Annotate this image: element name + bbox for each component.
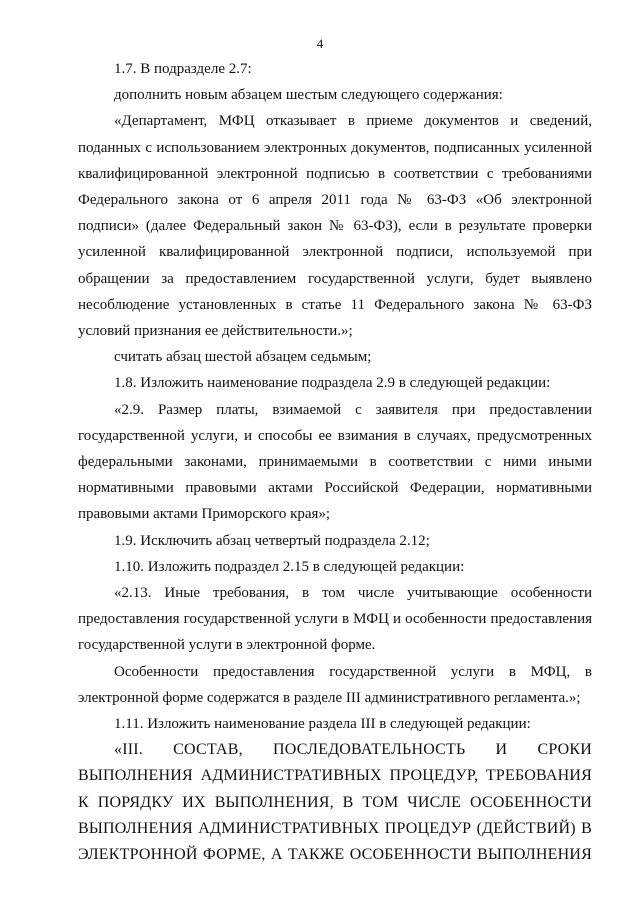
paragraph-2-13-quote: «2.13. Иные требования, в том числе учитывающие особенности предоставления государственной услуги в МФЦ и особенности предоставления государственной услуги в электронной форме. — [78, 585, 592, 654]
paragraph-department-quote: «Департамент, МФЦ отказывает в приеме документов и сведений, поданных с использованием электронных документов, подписанных усиленной квалифицированной электронной подписью в соответствии с требованиями Федерального закона от 6 апреля 2011 года № 63-ФЗ «Об электронной подписи» (далее Федеральный закон № 63-ФЗ), если в результате проверки усиленной квалифицированной электронной подписи, используемой при обращении за предоставлением государственной услуги, будет выявлено несоблюдение установленных в статье 11 Федерального закона № 63-ФЗ условий признания ее действительности.»; — [78, 113, 592, 340]
paragraph-1-8: 1.8. Изложить наименование подраздела 2.9 в следующей редакции: — [114, 375, 551, 392]
paragraph-1-11: 1.11. Изложить наименование раздела III в следующей редакции: — [114, 716, 531, 733]
paragraph-sixth-to-seventh: считать абзац шестой абзацем седьмым; — [114, 349, 372, 366]
page-number: 4 — [316, 36, 324, 51]
paragraph-1-7: 1.7. В подразделе 2.7: — [114, 61, 252, 77]
paragraph-1-10: 1.10. Изложить подраздел 2.15 в следующей редакции: — [114, 558, 465, 575]
paragraph-add-sixth: дополнить новым абзацем шестым следующего содержания: — [114, 87, 503, 104]
document-body — [78, 56, 592, 868]
paragraph-2-9-quote: «2.9. Размер платы, взимаемой с заявителя при предоставлении государственной услуги, и способы ее взимания в случаях, предусмотренных федеральными законами, принимаемыми в соответствии с ними иными нормативными правовыми актами Российской Федерации, нормативными правовыми актами Приморского края»; — [78, 401, 592, 523]
paragraph-section-iii-title: «III. СОСТАВ, ПОСЛЕДОВАТЕЛЬНОСТЬ И СРОКИ ВЫПОЛНЕНИЯ АДМИНИСТРАТИВНЫХ ПРОЦЕДУР, ТРЕБОВАНИЯ К ПОРЯДКУ ИХ ВЫПОЛНЕНИЯ, В ТОМ ЧИСЛЕ ОСОБЕННОСТИ ВЫПОЛНЕНИЯ АДМИНИСТРАТИВНЫХ ПРОЦЕДУР (ДЕЙСТВИЙ) В ЭЛЕКТРОННОЙ ФОРМЕ, А ТАКЖЕ ОСОБЕННОСТИ ВЫПОЛНЕНИЯ — [78, 741, 592, 864]
paragraph-1-9: 1.9. Исключить абзац четвертый подраздела 2.12; — [114, 532, 430, 549]
paragraph-mfc-features: Особенности предоставления государственной услуги в МФЦ, в электронной форме содержатся в разделе III административного регламента.»; — [78, 663, 592, 706]
